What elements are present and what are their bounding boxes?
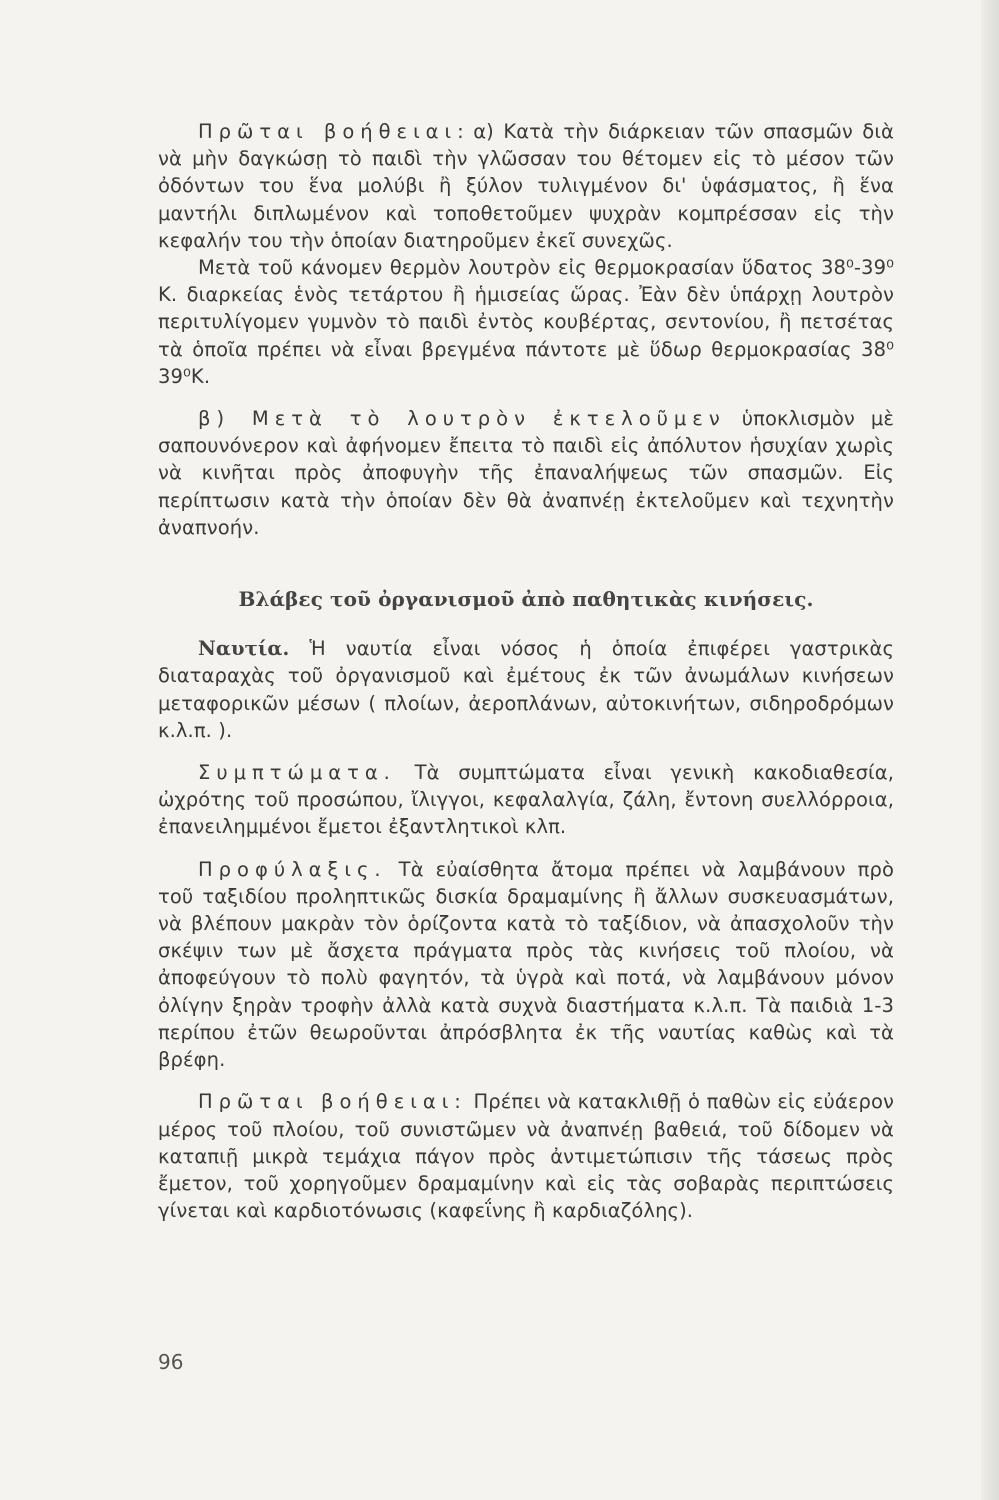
paragraph-text: : α) Κατὰ τὴν διάρκειαν τῶν σπασμῶν διὰ νὰ μὴν δαγκώσῃ τὸ παιδὶ τὴν γλῶσσαν του θέτομεν εἰς τὸ μέσον τῶν ὀδόντων του ἕνα μολύβι ἢ ξύλον τυλιγμένον δι' ὑφάσματος, ἢ ἕνα μαντήλι διπλωμένον καὶ τοποθετοῦμεν ψυχρὰν κομπρέσσαν εἰς τὴν κεφαλήν του τὴν ὁποίαν διατηροῦμεν ἐκεῖ συνεχῶς. [158,120,894,252]
paragraph-text: Τὰ συμπτώματα εἶναι γενικὴ κακοδιαθεσία, ὠχρότης τοῦ προσώπου, ἴλιγγοι, κεφαλαλγία, ζάλη, ἔντονη συελλόρροια, ἐπανειλημμένοι ἔμετοι ἐξαντλητικοὶ κλπ. [158,761,894,839]
section-heading: Βλάβες τοῦ ὀργανισμοῦ ἀπὸ παθητικὰς κινήσεις. [238,587,814,612]
paragraph-prevention [158,856,894,1074]
paragraph-enema [158,405,894,541]
paragraph-lead: Πρῶται βοήθειαι: [198,1090,467,1114]
paragraph-lead: Προφύλαξις. [198,857,387,881]
paragraph-lead: Ναυτία. [198,637,290,661]
paragraph-text: Τὰ εὐαίσθητα ἄτομα πρέπει νὰ λαμβάνουν πρὸ τοῦ ταξιδίου προληπτικῶς δισκία δραμαμίνης ἢ ἄλλων συσκευασμάτων, νὰ βλέπουν μακρὰν τὸν ὁρίζοντα κατὰ τὸ ταξίδιον, νὰ ἀπασχολοῦν τὴν σκέψιν των μὲ ἄσχετα πράγματα πρὸς τὰς κινήσεις τοῦ πλοίου, νὰ ἀποφεύγουν τὸ πολὺ φαγητόν, τὰ ὑγρὰ καὶ ποτά, νὰ λαμβάνουν μόνον ὀλίγην ξηρὰν τροφὴν ἀλλὰ κατὰ συχνὰ διαστήματα κ.λ.π. Τὰ παιδιὰ 1-3 περίπου ἐτῶν θεωροῦνται ἀπρόσβλητα ἐκ τῆς ναυτίας καθὼς καὶ τὰ βρέφη. [158,857,894,1072]
paragraph-bath: Μετὰ τοῦ κάνομεν θερμὸν λουτρὸν εἰς θερμοκρασίαν ὕδατος 38⁰-39⁰ Κ. διαρκείας ἑνὸς τετάρτου ἢ ἡμισείας ὥρας. Ἐὰν δὲν ὑπάρχῃ λουτρὸν περιτυλίγομεν γυμνὸν τὸ παιδὶ ἐντὸς κουβέρτας, σεντονίου, ἢ πετσέτας τὰ ὁποῖα πρέπει νὰ εἶναι βρεγμένα πάντοτε μὲ ὕδωρ θερμοκρασίας 38⁰ 39⁰Κ. [158,256,894,388]
paragraph-first-aid-nausea [158,1088,894,1224]
page-number: 96 [158,1350,184,1374]
paragraph-nausea [158,635,894,744]
page-edge-shadow [981,0,999,1500]
page-body [158,118,894,1224]
paragraph-lead: Συμπτώματα. [198,761,396,785]
paragraph-text: Πρέπει νὰ κατακλιθῇ ὁ παθὼν εἰς εὐάερον μέρος τοῦ πλοίου, τοῦ συνιστῶμεν νὰ ἀναπνέῃ βαθειά, τοῦ δίδομεν νὰ καταπιῇ μικρὰ τεμάχια πάγον πρὸς ἀντιμετώπισιν τῆς τάσεως πρὸς ἔμετον, τοῦ χορηγοῦμεν δραμαμίνην καὶ εἰς τὰς σοβαρὰς περιπτώσεις γίνεται καὶ καρδιοτόνωσις (καφεΐνης ἢ καρδιαζόλης). [158,1090,894,1223]
paragraph-first-aid-convulsions [158,118,894,254]
paragraph-symptoms [158,759,894,841]
paragraph-lead: Πρῶται βοήθειαι [198,120,458,143]
paragraph-text: Ἡ ναυτία εἶναι νόσος ἡ ὁποία ἐπιφέρει γαστρικὰς διαταραχὰς τοῦ ὀργανισμοῦ καὶ ἐμέτους ἐκ τῶν ἀνωμάλων κινήσεων μεταφορικῶν μέσων ( πλοίων, ἀεροπλάνων, αὐτοκινήτων, σιδηροδρόμων κ.λ.π. ). [158,637,894,742]
paragraph-text: ὑποκλισμὸν μὲ σαπουνόνερον καὶ ἀφήνομεν ἔπειτα τὸ παιδὶ εἰς ἀπόλυτον ἡσυχίαν χωρὶς νὰ κινῆται πρὸς ἀποφυγὴν τῆς ἐπαναλήψεως τῶν σπασμῶν. Εἰς περίπτωσιν κατὰ τὴν ὁποίαν δὲν θὰ ἀναπνέῃ ἐκτελοῦμεν καὶ τεχνητὴν ἀναπνοήν. [158,407,894,539]
paragraph-lead: β) Μετὰ τὸ λουτρὸν ἐκτελοῦμεν [198,407,726,431]
